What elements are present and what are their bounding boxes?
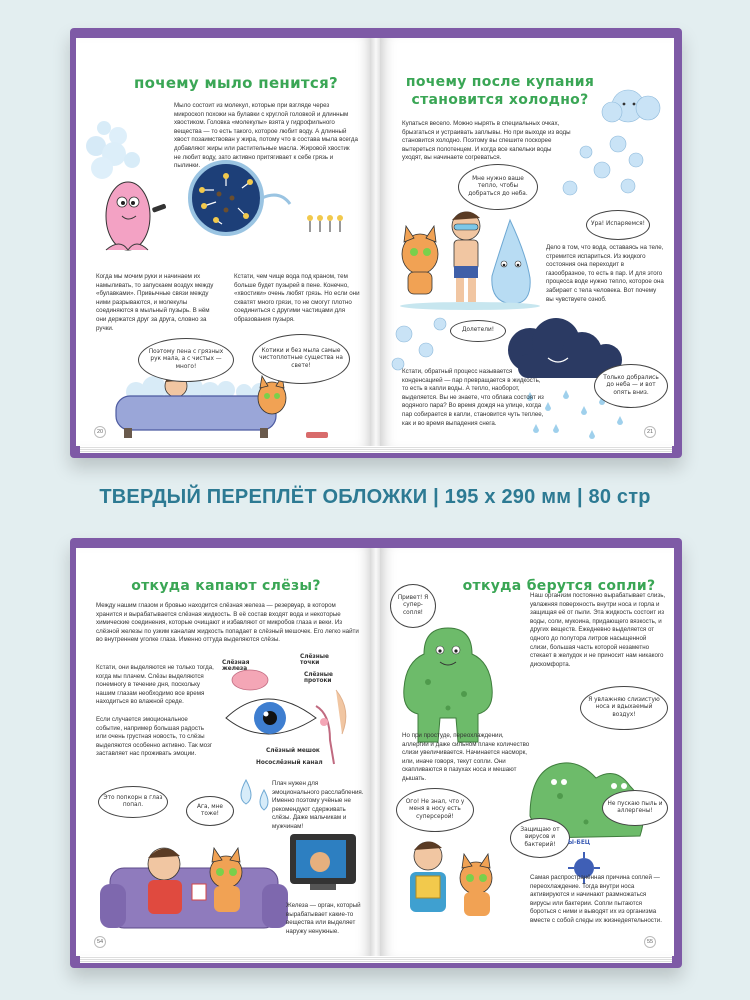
label-tear-points: Слёзные точки xyxy=(300,654,329,666)
boy-cat-reading-illustration xyxy=(398,832,508,922)
germ-label: Ы-БЕЦ xyxy=(568,840,591,846)
body-text-3: Кстати, обратный процесс называется конденсацией — пар превращается в жидкость, то есть в капли воды. А тепло, наоборот, выделяется. Вы не знаете, что облака состоят из водяного пара? Во время дождя на улице, когда пар собирается в капли, становится чуть теплее, как и во время выпадения снега. xyxy=(402,368,544,427)
speech-bubble-boy: Это попкорн в глаз попал. xyxy=(98,786,168,818)
speech-bubble-cat: Котики и без мыла самые чистоплотные существа на свете! xyxy=(252,334,350,384)
speech-bubble-air: Я увлажняю слизистую носа и вдыхаемый воздух! xyxy=(580,686,668,730)
page-number: 54 xyxy=(94,936,106,948)
intro-text: Между нашим глазом и бровью находится слёзная железа — резервуар, в котором хранится и вырабатывается слёзная жидкость. В её состав входят вода и некоторые химические соединения, которые очищают и избавляют от микробов глаза и веки. Из слёзной железы по узким каналам жидкость попадает в слёзный мешочек. Его легко найти во внутреннем уголке глаза. Именно оттуда выделяются слёзы. xyxy=(96,602,359,644)
boy xyxy=(410,841,446,912)
super-snot-illustration xyxy=(394,618,504,748)
intro-text: Купаться весело. Можно нырять в специальных очках, брызгаться и устраивать заплывы. Но при выходе из воды становится холодно. Поэтому вы спешите поскорее вытереться полотенцем. И когда все капельки воды уходят, вы начинаете согреваться. xyxy=(402,120,571,162)
page-title: почему мыло пенится? xyxy=(133,74,339,92)
label-nasolacrimal-canal: Носослёзный канал xyxy=(256,760,323,766)
tear-gland xyxy=(232,670,268,690)
soap-bubbles xyxy=(86,121,140,179)
bathtub xyxy=(116,396,276,430)
page-right xyxy=(380,38,674,446)
page-right xyxy=(380,548,674,956)
molecule-character-illustration xyxy=(76,120,372,250)
speech-bubble-protect: Защищаю от вирусов и бактерий! xyxy=(510,818,570,858)
page-title: откуда берутся сопли? xyxy=(462,578,656,594)
page-number: 55 xyxy=(644,936,656,948)
column-text-1: Кстати, они выделяются не только тогда, когда мы плачем. Слёзы выделяются понемногу в течение дня, поскольку нашим глазам необходимо все время находиться во влажной среде. xyxy=(96,664,214,706)
intro-text: Мыло состоит из молекул, которые при взгляде через микроскоп похожи на булавки с круглой головкой и длинным хвостиком. Головка «молекулы» взята у гидрофильного вещества — то есть такого, которое любит воду. А длинный хвост позаимствован у жира, потому что в состава мыла всегда добавляют жиры или растительные масла. Жировой хвостик не любит воду, зато активно притягивает к себе грязь и пылинки. xyxy=(174,102,358,170)
boy xyxy=(148,848,182,914)
body-text-2: Но при простуде, переохлаждении, аллергии и даже сильном плаче количество слизи увеличивается. Начинается насморк, или, иначе говоря, текут сопли. Они скапливаются в пазухах носа и мешают дышать. xyxy=(402,732,530,782)
speech-bubble-drop: Мне нужно ваше тепло, чтобы добраться до неба. xyxy=(458,164,538,210)
book xyxy=(416,876,440,898)
book-spread-2 xyxy=(70,538,682,968)
page-title-line-1: почему после купания xyxy=(405,74,595,90)
page-title-line-2: становится холодно? xyxy=(411,92,589,108)
molecule-body xyxy=(106,182,150,250)
boy xyxy=(452,211,480,302)
page-stack xyxy=(80,956,672,963)
column-text-1: Когда мы мочим руки и начинаем их намыливать, то запускаем воздух между «булавками». Привычные связи между ними разрываются, и молекулы соединяются в мыльный пузырь. В нём они держатся друг за друга, словно за ручки. xyxy=(96,273,214,332)
page-title: откуда капают слёзы? xyxy=(131,578,321,594)
speech-bubble-hi: Привет! Я супер-сопля! xyxy=(390,584,436,628)
intro-text: Наш организм постоянно вырабатывает слизь, увлажняя поверхность внутри носа и горла и защищая её от пыли. Эта жидкость состоит из воды, соли, мукоина, придающего вязкость, и других веществ. Ежедневно выделяется от одного до полутора литров насыщенной слизи, большая часть которой незаметно стекает в желудок и не приносит нам никакого дискомфорта. xyxy=(530,592,666,668)
cat xyxy=(210,848,242,912)
bubble-diagram xyxy=(190,162,262,234)
sofa-scene-illustration xyxy=(96,828,296,938)
pins-diagram xyxy=(310,220,340,232)
speech-bubble-arrived: Долетели! xyxy=(450,320,506,342)
page-number: 20 xyxy=(94,426,106,438)
page-stack xyxy=(80,446,672,453)
cat xyxy=(460,854,492,916)
page-left xyxy=(76,548,372,956)
body-text-2: Дело в том, что вода, оставаясь на теле, стремится испариться. Из жидкого состояния она переходит в газообразное, то есть в пар. И для этого процесса воде нужно тепло, которое она забирает с тела человека. Вот почему вы чувствуете озноб. xyxy=(546,244,664,303)
page-left xyxy=(76,38,372,446)
soap-dish xyxy=(306,432,328,438)
speech-bubble-oh: Ого! Не знал, что у меня в носу есть суперсерой! xyxy=(396,788,474,832)
label-tear-gland: Слёзная железа xyxy=(222,660,250,672)
label-tear-ducts: Слёзные протоки xyxy=(304,672,333,684)
column-text-3: Железа — орган, который вырабатывает какие-то вещества или выделяет наружу ненужные. xyxy=(286,902,361,935)
tv-illustration xyxy=(284,828,364,898)
tear-drops xyxy=(236,778,276,818)
body-text-3: Самая распространённая причина соплей — переохлаждение. Тогда внутри носа активируются и начинают размножаться вирусы или бактерии. Сопли пытаются бороться с ними и выводят их из организма вместе с собой следы их жизнедеятельности. xyxy=(530,874,662,924)
microphone xyxy=(152,203,167,212)
speech-bubble-no: Не пускаю пыль и аллергены! xyxy=(602,790,668,826)
column-text-1b: Если случается эмоциональное событие, например большая радость или очень грустная новость, то слёзы выделяются особенно активно. Так мозг заставляет нас проживать эмоции. xyxy=(96,716,213,758)
cat xyxy=(402,226,438,294)
page-number: 21 xyxy=(644,426,656,438)
column-text-2: Плач нужен для эмоционального расслабления. Именно поэтому учёные не рекомендуют сдерживать слёзы. Даже мальчикам и мужчинам! xyxy=(272,780,364,830)
column-text-2: Кстати, чем чище вода под краном, тем больше будет пузырей в пене. Конечно, «хвостики» очень любят грязь. Но если они схватят много грязи, то не смогут плотно соединиться с другими частицами для образования пузыря. xyxy=(234,273,360,323)
format-caption: ТВЕРДЫЙ ПЕРЕПЛЁТ ОБЛОЖКИ | 195 х 290 мм | 80 стр xyxy=(99,486,651,508)
speech-bubble-boy: Поэтому пена с грязных рук мала, а с чистых — много! xyxy=(138,338,234,382)
speech-bubble-cat: Ага, мне тоже! xyxy=(186,796,234,826)
speech-bubble-ura: Ура! Испаряемся! xyxy=(586,210,650,240)
water-drop xyxy=(492,220,530,304)
book-spread-1 xyxy=(70,28,682,458)
popcorn xyxy=(192,884,206,900)
speech-bubble-cloud: Только добрались до неба — и вот опять вниз. xyxy=(594,364,668,408)
label-tear-sac: Слёзный мешок xyxy=(266,748,320,754)
